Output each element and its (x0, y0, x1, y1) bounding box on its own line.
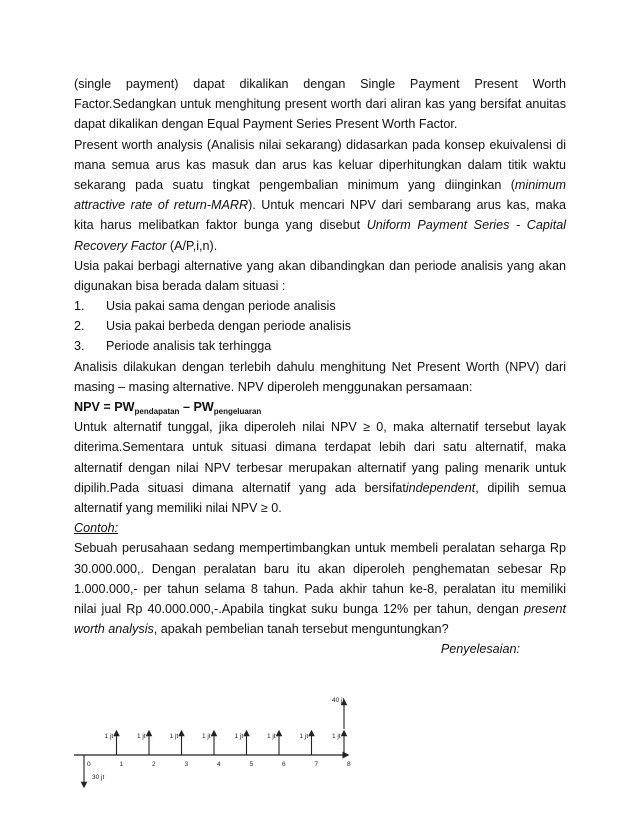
text-line: (single payment) dapat dikalikan dengan Single Payment Present Worth (74, 77, 566, 91)
text-line: kita harus melibatkan faktor bunga yang disebut Uniform Payment Series - Capital (74, 218, 566, 233)
period-label: 0 (87, 761, 91, 768)
text-line: 1.000.000,- per tahun selama 8 tahun. Pada akhir tahun ke-8, peralatan itu memiliki (74, 581, 566, 596)
text-line: sekarang pada suatu tingkat pengembalian minimum yang diinginkan (minimum (74, 177, 566, 192)
npv-equation: NPV = $PW_{pendapatan} - PW_{pengeluaran}$ (74, 400, 262, 416)
period-label: 6 (282, 761, 286, 768)
text-line: alternatif yang memiliki nilai NPV ≥ 0. (74, 500, 282, 515)
annual-saving-label: 1 jt (202, 733, 211, 740)
text-line: digunakan bisa berada dalam situasi : (74, 278, 286, 293)
text-line: nilai jual Rp 40.000.000,-.Apabila tingkat suku bunga 12% per tahun, dengan present (74, 601, 566, 616)
annual-saving-label: 1 jt (169, 733, 179, 740)
initial-cost-label: 30 jt (92, 774, 105, 781)
text-line: masing – masing alternative. NPV diperoleh menggunakan persamaan: (74, 379, 473, 394)
text-line: attractive rate of return-MARR). Untuk mencari NPV dari sembarang arus kas, maka (74, 198, 567, 213)
cash-flow-diagram (74, 692, 374, 790)
text-line: dapat dikalikan dengan Equal Payment Series Present Worth Factor. (74, 117, 458, 132)
list-item: 3. Periode analisis tak terhingga (74, 339, 272, 354)
period-label: 2 (152, 761, 156, 768)
annual-saving-label: 1 jt (332, 733, 341, 740)
text-line: dipilih.Pada situasi dimana alternatif yang ada bersifatindependent, dipilih semua (74, 480, 566, 495)
period-label: 1 (119, 761, 124, 768)
annual-saving-label: 1 jt (137, 733, 146, 740)
list-item: 2. Usia pakai berbeda dengan periode analisis (74, 319, 352, 334)
text-line: Present worth analysis (Analisis nilai sekarang) didasarkan pada konsep ekuivalensi di (74, 137, 566, 152)
annual-saving-label: 1 jt (234, 733, 244, 740)
text-line: Recovery Factor (A/P,i,n). (74, 238, 218, 253)
annual-saving-label: 1 jt (267, 733, 276, 740)
text-line: alternatif dengan nilai NPV terbesar merupakan alternatif yang paling menarik untuk (74, 460, 566, 475)
period-label: 8 (347, 761, 351, 768)
text-line: worth analysis, apakah pembelian tanah tersebut menguntungkan? (74, 622, 449, 637)
text-line: diterima.Sementara untuk situasi dimana terdapat lebih dari satu alternatif, maka (74, 440, 566, 455)
text-line: Untuk alternatif tunggal, jika diperoleh nilai NPV ≥ 0, maka alternatif tersebut layak (74, 420, 566, 435)
annual-saving-label: 1 jt (299, 733, 309, 740)
period-label: 5 (249, 761, 254, 768)
text-line: 30.000.000,. Dengan peralatan baru itu akan diperoleh penghematan sebesar Rp (74, 561, 566, 576)
text-line: Usia pakai berbagi alternative yang akan dibandingkan dan periode analisis yang akan (74, 258, 566, 273)
text-line: Sebuah perusahaan sedang mempertimbangkan untuk membeli peralatan seharga Rp (74, 541, 566, 556)
annual-saving-label: 1 jt (104, 733, 114, 740)
example-heading: Contoh: (74, 521, 119, 536)
solution-heading: Penyelesaian: (440, 642, 520, 657)
period-label: 4 (217, 761, 221, 768)
text-line: mana semua arus kas masuk dan arus kas keluar diperhitungkan dalam titik waktu (74, 157, 566, 172)
period-label: 3 (184, 761, 189, 768)
salvage-label: 40 jt (332, 697, 345, 704)
list-item: 1. Usia pakai sama dengan periode analisis (74, 299, 336, 314)
document-page (74, 74, 566, 659)
text-line: Analisis dilakukan dengan terlebih dahulu menghitung Net Present Worth (NPV) dari (74, 359, 566, 374)
text-line: Factor.Sedangkan untuk menghitung present worth dari aliran kas yang bersifat anuitas (74, 97, 566, 112)
period-label: 7 (314, 761, 319, 768)
